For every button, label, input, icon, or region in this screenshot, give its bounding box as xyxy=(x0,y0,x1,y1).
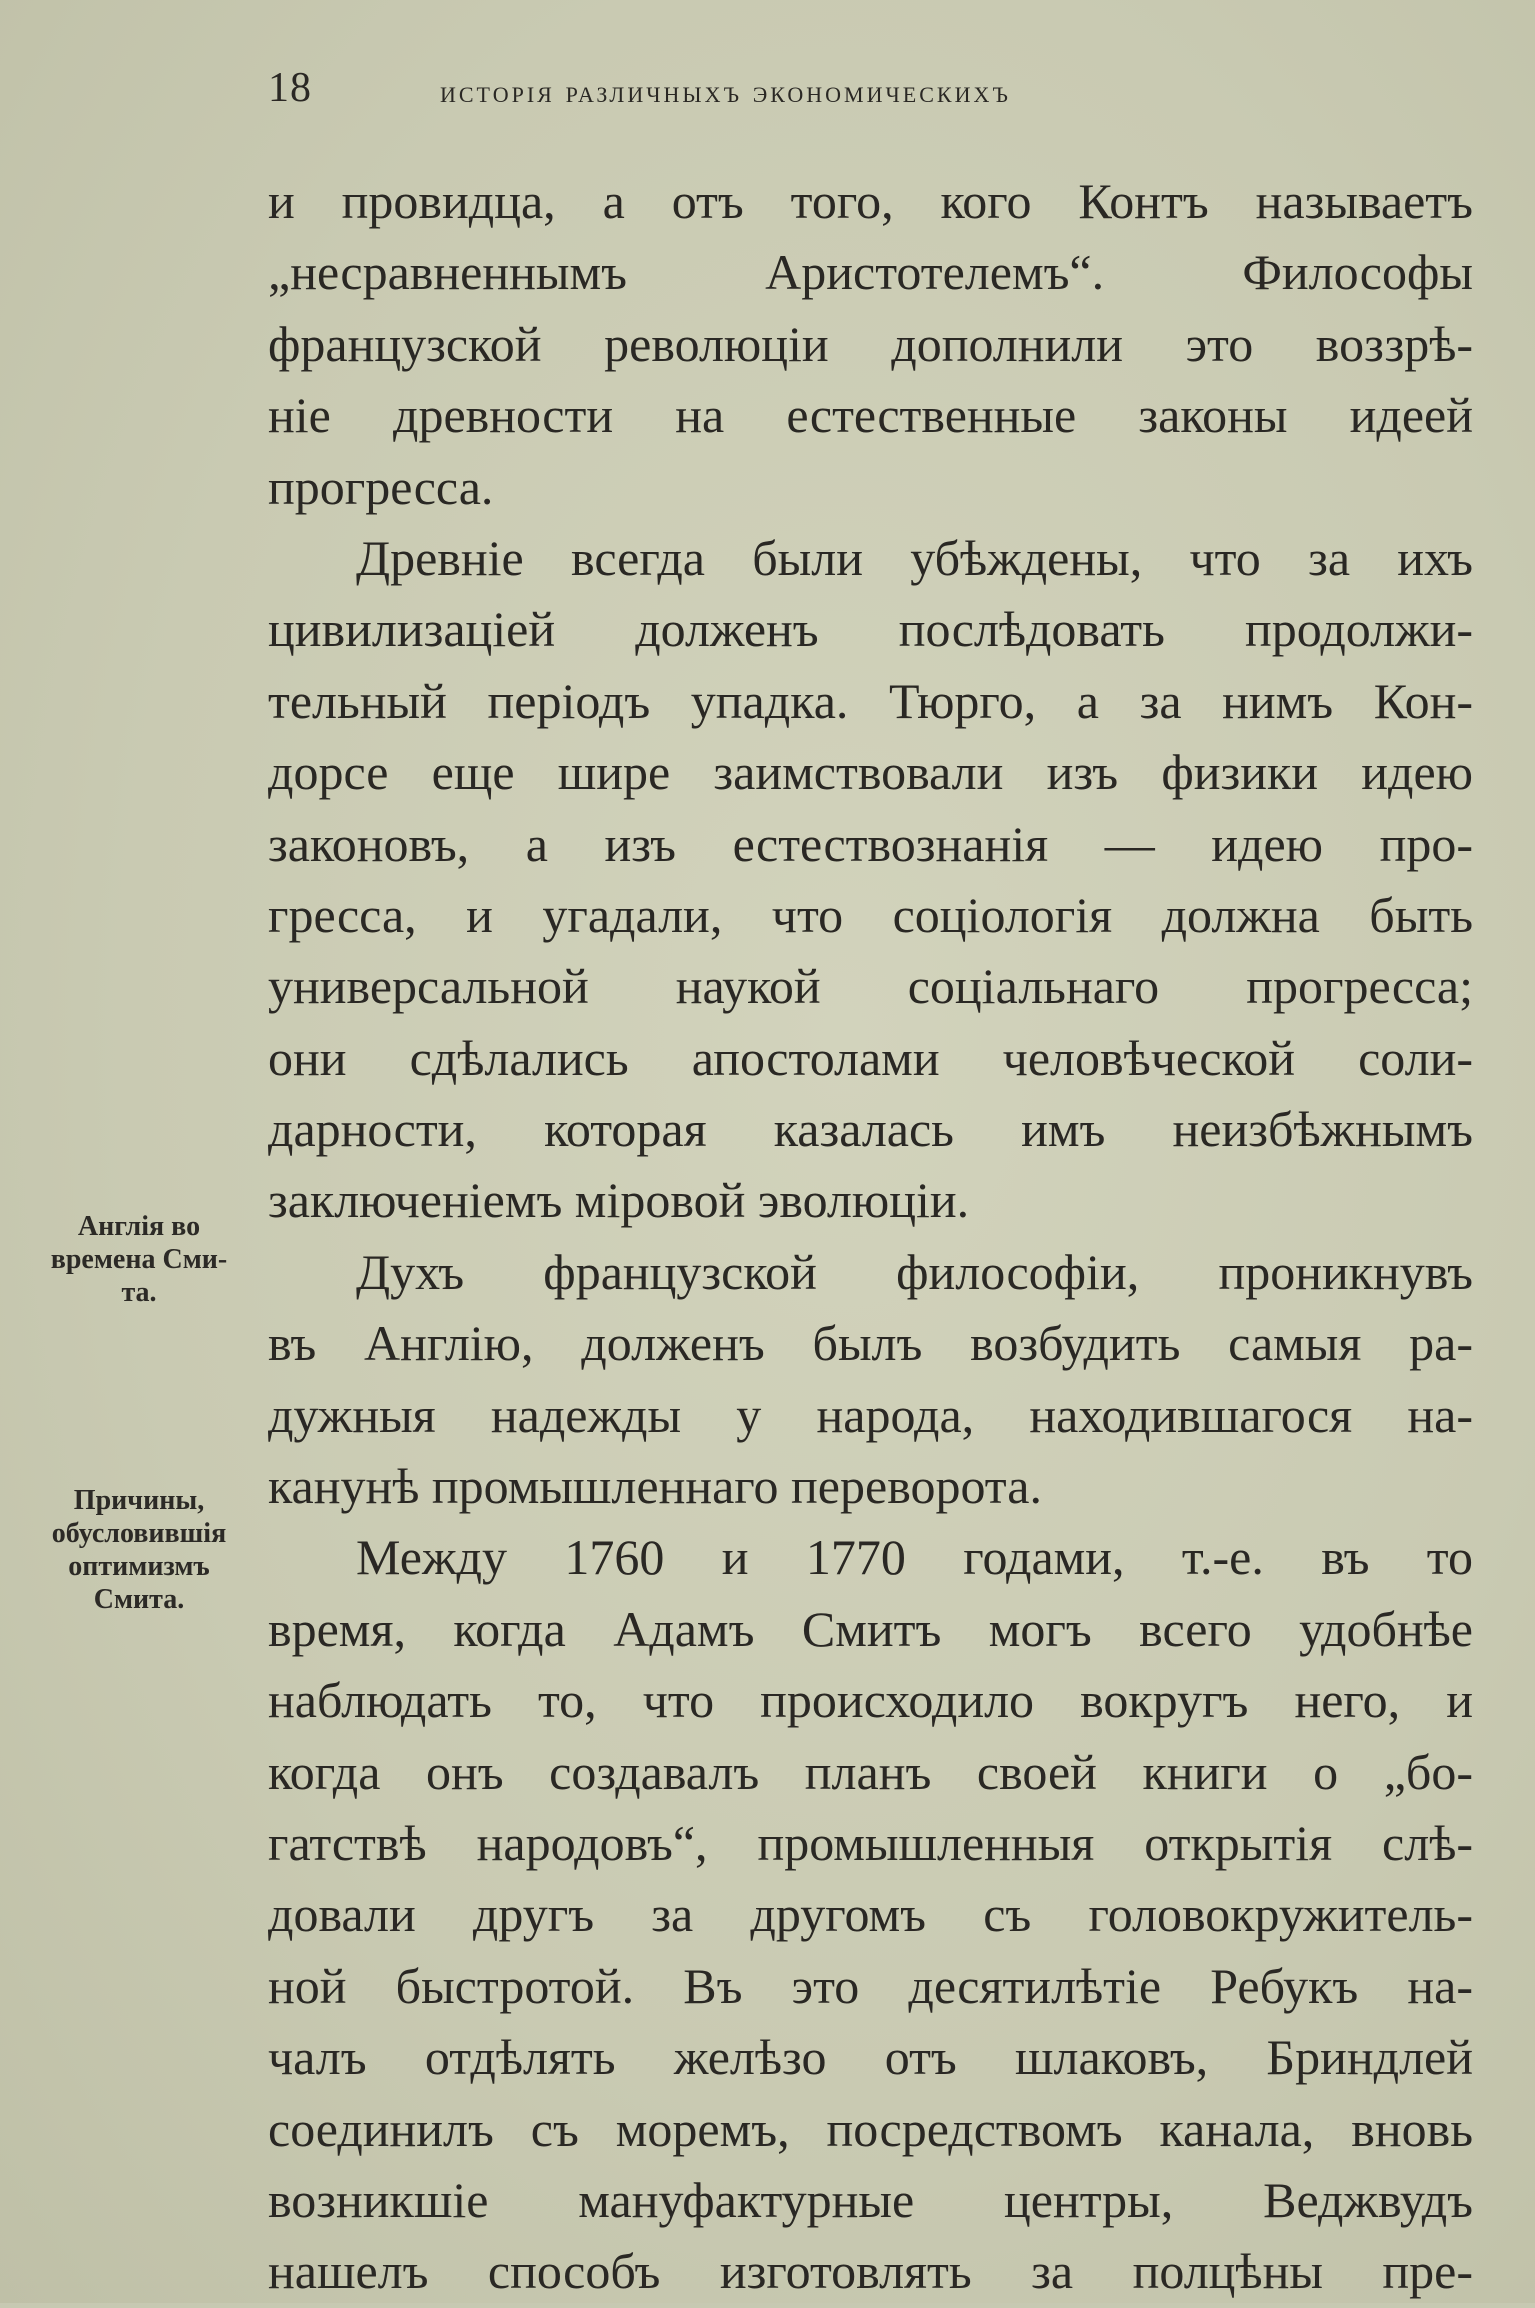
text-line: когда онъ создавалъ планъ своей книги о „бо- xyxy=(268,1743,1473,1800)
margin-note-line: обусловившія xyxy=(51,1518,227,1549)
text-line: универсальной наукой соціальнаго прогресса; xyxy=(268,958,1473,1015)
margin-note-line: Англія во xyxy=(77,1211,201,1242)
text-line: дорсе еще шире заимствовали изъ физики идею xyxy=(268,744,1473,801)
text-line: время, когда Адамъ Смитъ могъ всего удобнѣе xyxy=(268,1600,1473,1657)
text-line: ной быстротой. Въ это десятилѣтіе Ребукъ на- xyxy=(268,1957,1473,2014)
text-line: соединилъ съ моремъ, посредствомъ канала, вновь xyxy=(268,2100,1473,2157)
body-text xyxy=(268,166,1473,2308)
running-title: исторія различныхъ экономическихъ xyxy=(440,74,1011,109)
text-line: дужныя надежды у народа, находившагося на- xyxy=(268,1386,1473,1443)
text-line: заключеніемъ міровой эволюціи. xyxy=(268,1172,970,1229)
text-line: гресса, и угадали, что соціологія должна быть xyxy=(268,886,1473,943)
text-line: прогресса. xyxy=(268,458,494,515)
text-line: тельный періодъ упадка. Тюрго, а за нимъ Кон- xyxy=(268,672,1473,729)
text-line: чалъ отдѣлять желѣзо отъ шлаковъ, Бриндлей xyxy=(268,2029,1473,2086)
text-line: цивилизаціей долженъ послѣдовать продолжи- xyxy=(268,601,1473,658)
margin-note-line: Смита. xyxy=(93,1584,185,1615)
page-number: 18 xyxy=(268,65,312,111)
text-line: въ Англію, долженъ былъ возбудить самыя ра- xyxy=(268,1315,1473,1372)
margin-note-causes xyxy=(14,1484,264,1616)
text-line: и провидца, а отъ того, кого Контъ называетъ xyxy=(268,173,1473,229)
text-line: они сдѣлались апостолами человѣческой соли- xyxy=(268,1029,1473,1086)
text-line: Древніе всегда были убѣждены, что за ихъ xyxy=(356,529,1473,586)
text-line: ніе древности на естественные законы идеей xyxy=(268,387,1473,444)
text-line: Духъ французской философіи, проникнувъ xyxy=(356,1243,1473,1300)
margin-note-england xyxy=(14,1210,264,1309)
margin-note-line: оптимизмъ xyxy=(68,1551,210,1582)
text-line: нашелъ способъ изготовлять за полцѣны пре- xyxy=(268,2243,1473,2300)
text-line: французской революціи дополнили это воззрѣ- xyxy=(268,315,1473,372)
text-line: Между 1760 и 1770 годами, т.-е. въ то xyxy=(356,1529,1473,1586)
text-line: гатствѣ народовъ“, промышленныя открытія слѣ- xyxy=(268,1814,1473,1871)
margin-note-line: времена Сми- xyxy=(50,1244,228,1275)
text-line: наблюдать то, что происходило вокругъ него, и xyxy=(268,1672,1473,1729)
text-line: „несравненнымъ Аристотелемъ“. Философы xyxy=(268,244,1473,301)
text-line: довали другъ за другомъ съ головокружитель- xyxy=(268,1886,1473,1943)
margin-note-line: та. xyxy=(121,1277,157,1308)
margin-note-line: Причины, xyxy=(73,1485,205,1516)
text-line: возникшіе мануфактурные центры, Веджвудъ xyxy=(268,2171,1473,2228)
text-line: законовъ, а изъ естествознанія — идею про- xyxy=(268,815,1473,872)
text-line: канунѣ промышленнаго переворота. xyxy=(268,1458,1042,1515)
page-header xyxy=(268,58,1288,118)
text-line: дарности, которая казалась имъ неизбѣжнымъ xyxy=(268,1101,1473,1158)
